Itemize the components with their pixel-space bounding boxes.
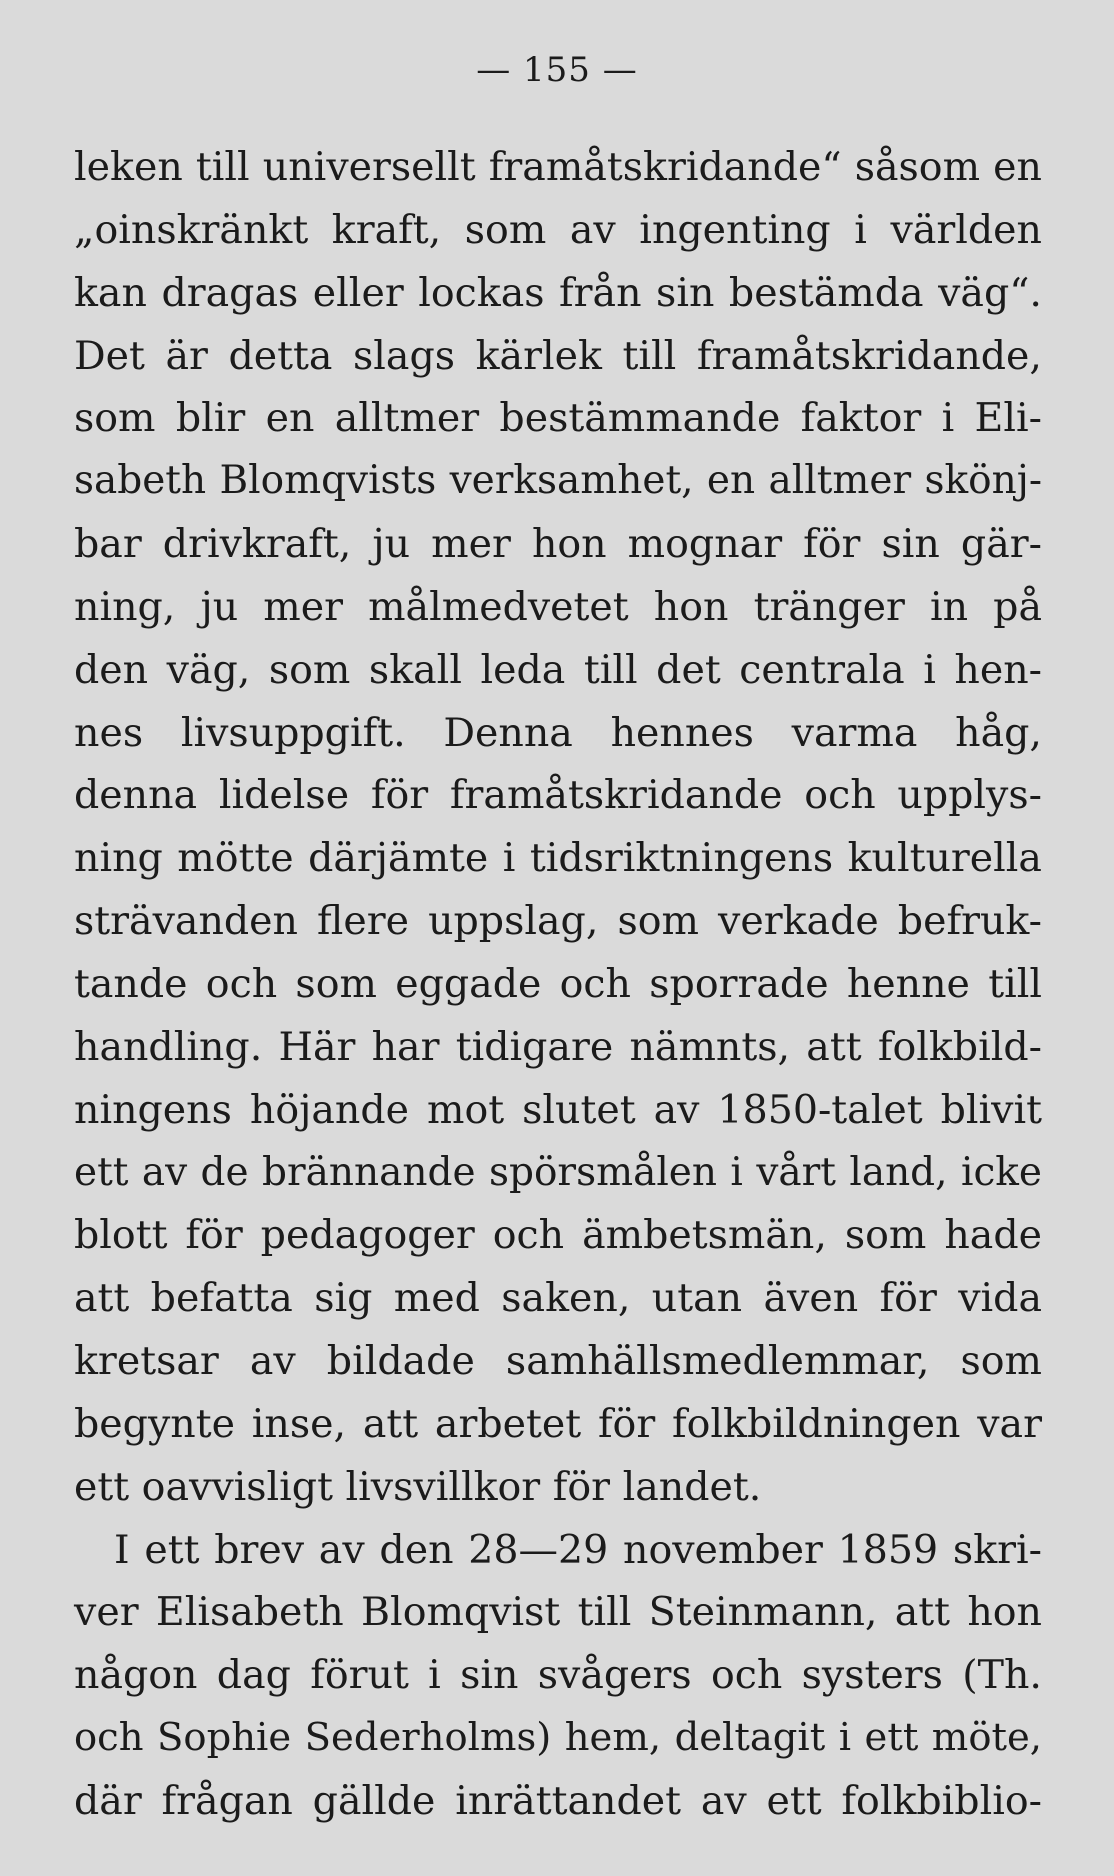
text-line: bar drivkraft, ju mer hon mognar för sin gär- xyxy=(74,521,1042,568)
text-line: ning mötte därjämte i tidsriktningens kulturella xyxy=(74,835,1042,882)
text-line: där frågan gällde inrättandet av ett folkbiblio- xyxy=(74,1777,1042,1824)
text-line: ett av de brännande spörsmålen i vårt land, icke xyxy=(74,1149,1042,1195)
text-line: blott för pedagoger och ämbetsmän, som hade xyxy=(74,1212,1042,1259)
text-line: någon dag förut i sin svågers och systers (Th. xyxy=(74,1652,1042,1699)
text-line: att befatta sig med saken, utan även för vida xyxy=(74,1275,1042,1322)
text-line: ning, ju mer målmedvetet hon tränger in på xyxy=(74,583,1042,630)
text-line: leken till universellt framåtskridande“ såsom en xyxy=(74,144,1042,190)
body-text xyxy=(74,136,1042,1833)
text-line: denna lidelse för framåtskridande och upplys- xyxy=(74,772,1042,819)
paragraph-1 xyxy=(74,136,1042,1519)
text-line: strävanden flere uppslag, som verkade befruk- xyxy=(74,898,1042,945)
text-line: „oinskränkt kraft, som av ingenting i världen xyxy=(74,206,1042,253)
text-line: nes livsuppgift. Denna hennes varma håg, xyxy=(74,709,1042,756)
text-line: som blir en alltmer bestämmande faktor i Eli- xyxy=(74,395,1042,442)
page-number: — 155 — xyxy=(476,50,638,90)
text-line: begynte inse, att arbetet för folkbildningen var xyxy=(74,1400,1042,1447)
paragraph-2 xyxy=(74,1519,1042,1833)
text-line: ningens höjande mot slutet av 1850-talet blivit xyxy=(74,1086,1042,1133)
text-line: I ett brev av den 28—29 november 1859 skri- xyxy=(114,1526,1042,1573)
text-line: ett oavvisligt livsvillkor för landet. xyxy=(74,1463,762,1510)
text-line: ver Elisabeth Blomqvist till Steinmann, att hon xyxy=(74,1589,1042,1636)
text-line: den väg, som skall leda till det centrala i hen- xyxy=(74,646,1042,693)
text-line: och Sophie Sederholms) hem, deltagit i ett möte, xyxy=(74,1715,1042,1761)
text-line: tande och som eggade och sporrade henne till xyxy=(74,960,1042,1007)
text-line: kan dragas eller lockas från sin bestämda väg“. xyxy=(74,269,1042,316)
text-line: sabeth Blomqvists verksamhet, en alltmer skönj- xyxy=(74,458,1042,504)
text-line: handling. Här har tidigare nämnts, att folkbild- xyxy=(74,1023,1042,1070)
text-line: kretsar av bildade samhällsmedlemmar, som xyxy=(74,1338,1042,1385)
text-line: Det är detta slags kärlek till framåtskridande, xyxy=(74,332,1042,379)
